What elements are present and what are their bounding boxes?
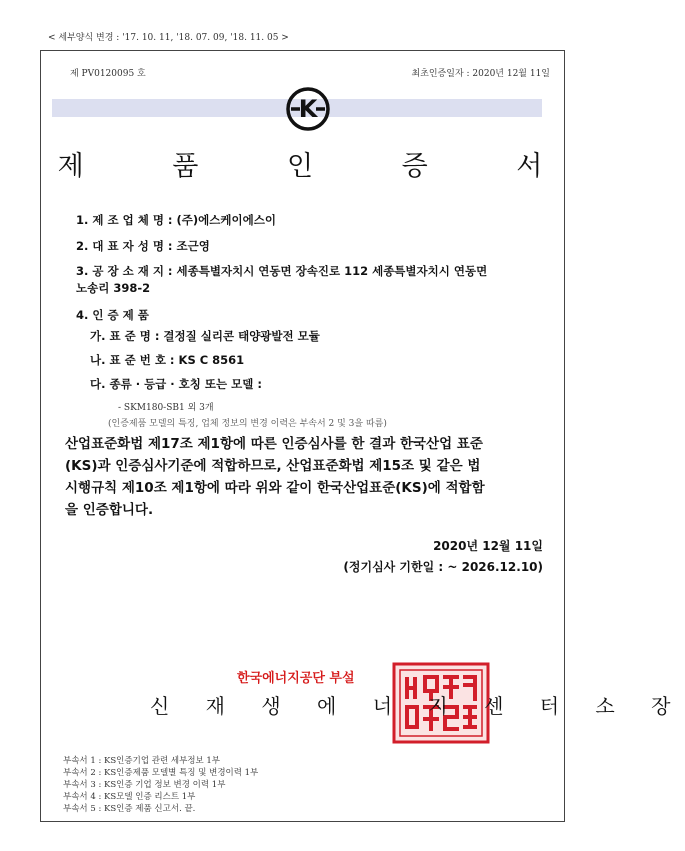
certificate-title: 제 품 인 증 서 [57, 151, 583, 182]
ks-logo-letter: K [298, 95, 318, 123]
statement-line-1: 산업표준화법 제17조 제1항에 따른 인증심사를 한 결과 한국산업 표준 [65, 436, 483, 452]
company-name: 1. 제 조 업 체 명 : (주)에스케이에스이 [76, 213, 276, 227]
statement-line-4: 을 인증합니다. [65, 502, 154, 518]
ceo-name: 2. 대 표 자 성 명 : 조근영 [76, 239, 210, 253]
factory-address-line2: 노송리 398-2 [76, 281, 151, 295]
annex-item: 부속서 5 : KS인증 제품 신고서. 끝. [63, 804, 196, 814]
model-value: - SKM180-SB1 외 3개 [118, 403, 214, 413]
periodic-review-deadline: (정기심사 기한일 : ~ 2026.12.10) [343, 560, 543, 574]
statement-line-3: 시행규칙 제10조 제1항에 따라 위와 같이 한국산업표준(KS)에 적합함 [65, 480, 485, 496]
annex-list [63, 755, 258, 815]
annex-item: 부속서 2 : KS인증제품 모델별 특징 및 변경이력 1부 [63, 768, 259, 778]
agency-name: 한국에너지공단 부설 [237, 671, 355, 686]
model-note: (인증제품 모델의 특징, 업체 정보의 변경 이력은 부속서 2 및 3을 따름) [108, 419, 387, 429]
annex-item: 부속서 4 : KS모델 인증 리스트 1부 [63, 792, 196, 802]
factory-address-line1: 3. 공 장 소 재 지 : 세종특별자치시 연동면 장속진로 112 세종특별자치시 연동면 [76, 264, 488, 278]
annex-item: 부속서 3 : KS인증 기업 정보 변경 이력 1부 [63, 780, 226, 790]
standard-name: 가. 표 준 명 : 결정질 실리콘 태양광발전 모듈 [90, 329, 320, 343]
model-header: 다. 종류 · 등급 · 호칭 또는 모델 : [90, 377, 262, 391]
header-note: < 세부양식 변경 : '17. 10. 11, '18. 07. 09, '18. 11. 05 > [48, 33, 289, 43]
certificate-number: 제 PV0120095 호 [70, 69, 146, 79]
issuer-title: 신 재 생 에 너 지 센 터 소 장 [150, 694, 685, 718]
ks-logo-icon [283, 84, 333, 134]
standard-number: 나. 표 준 번 호 : KS C 8561 [90, 353, 245, 367]
certification-statement [65, 433, 545, 521]
statement-line-2: (KS)과 인증심사기준에 적합하므로, 산업표준화법 제15조 및 같은 법 [65, 458, 481, 474]
issue-date: 2020년 12월 11일 [433, 539, 543, 553]
first-certification-date: 최초인증일자 : 2020년 12월 11일 [411, 69, 550, 79]
annex-item: 부속서 1 : KS인증기업 관련 세부정보 1부 [63, 756, 221, 766]
certified-product-header: 4. 인 증 제 품 [76, 308, 149, 322]
